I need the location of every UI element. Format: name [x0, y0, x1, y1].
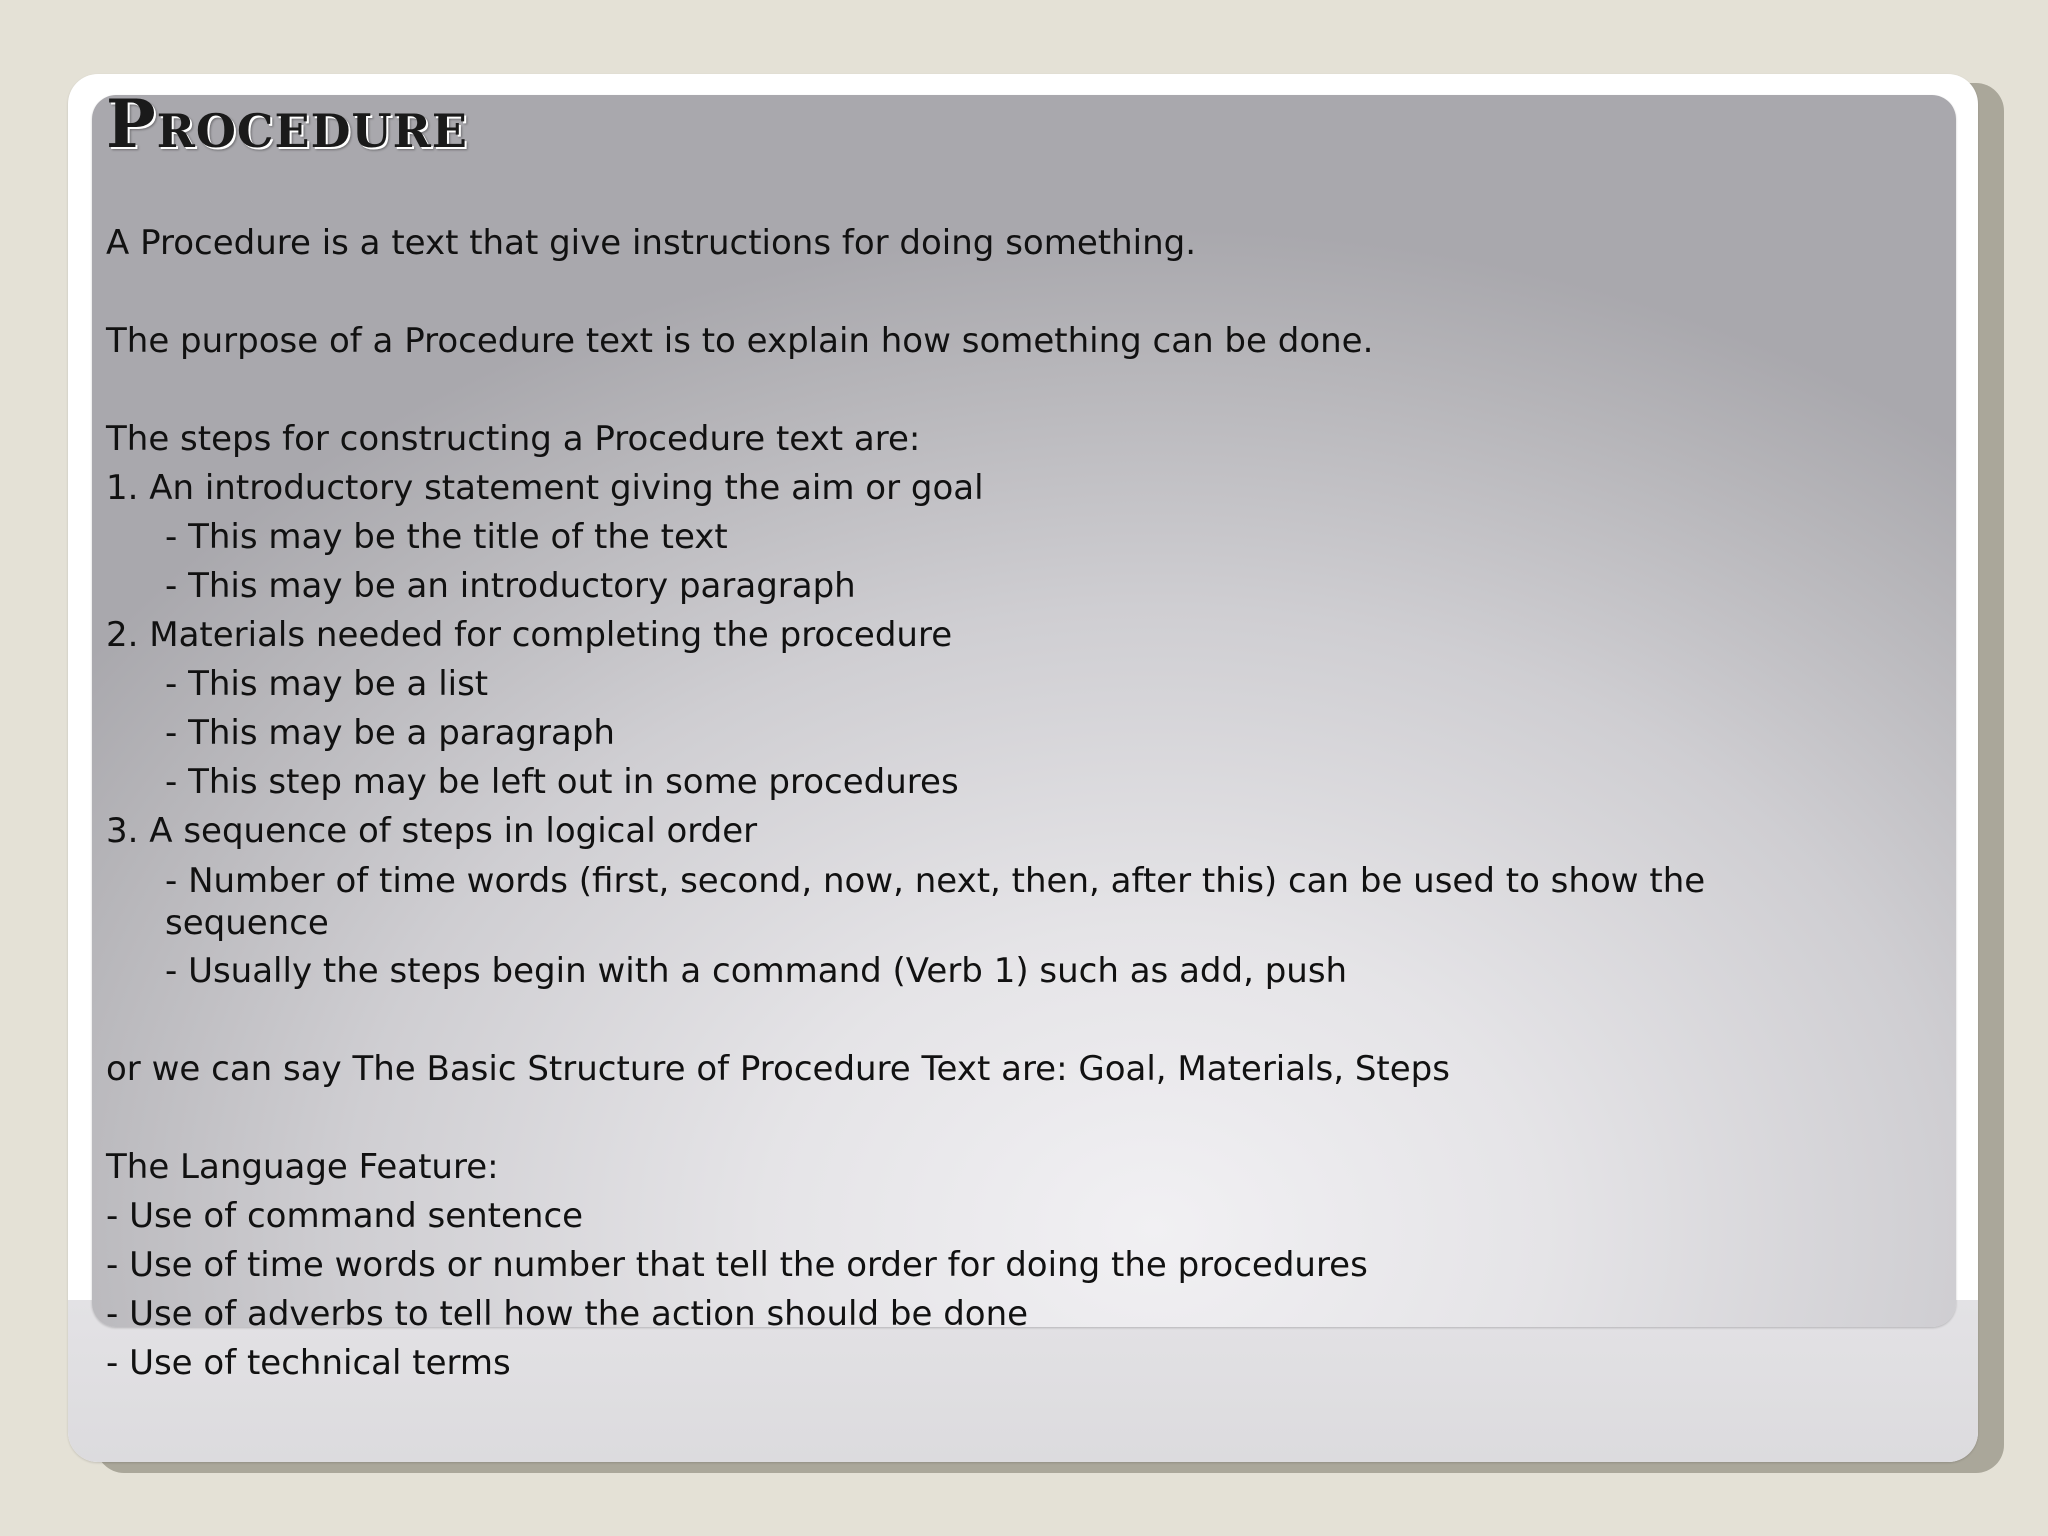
language-feature: - Use of adverbs to tell how the action should be done	[106, 1294, 1029, 1334]
purpose-text: The purpose of a Procedure text is to explain how something can be done.	[106, 321, 1374, 361]
step-point: - This step may be left out in some procedures	[165, 762, 959, 802]
language-feature: - Use of command sentence	[106, 1196, 584, 1236]
slide-title: Procedure	[106, 85, 468, 163]
step-point: - This may be the title of the text	[165, 517, 728, 557]
language-feature: - Use of time words or number that tell the order for doing the procedures	[106, 1245, 1368, 1285]
step-point: - This may be an introductory paragraph	[165, 566, 856, 606]
step-1	[106, 464, 1936, 611]
step-heading: 2. Materials needed for completing the procedure	[106, 615, 953, 655]
step-point: - Number of time words (first, second, now, next, then, after this) can be used to show the sequence	[165, 861, 1706, 943]
step-2	[106, 611, 1936, 807]
step-point: - This may be a list	[165, 664, 489, 704]
step-heading: 1. An introductory statement giving the aim or goal	[106, 468, 984, 508]
language-heading: The Language Feature:	[106, 1147, 499, 1187]
definition-text: A Procedure is a text that give instructions for doing something.	[106, 223, 1197, 263]
step-3	[106, 807, 1936, 996]
step-point: - This may be a paragraph	[165, 713, 615, 753]
step-heading: 3. A sequence of steps in logical order	[106, 811, 758, 851]
language-feature: - Use of technical terms	[106, 1343, 511, 1383]
steps-intro: The steps for constructing a Procedure text are:	[106, 419, 921, 459]
structure-summary: or we can say The Basic Structure of Procedure Text are: Goal, Materials, Steps	[106, 1049, 1450, 1089]
slide-content	[106, 86, 1936, 1388]
step-point: - Usually the steps begin with a command (Verb 1) such as add, push	[165, 951, 1348, 991]
